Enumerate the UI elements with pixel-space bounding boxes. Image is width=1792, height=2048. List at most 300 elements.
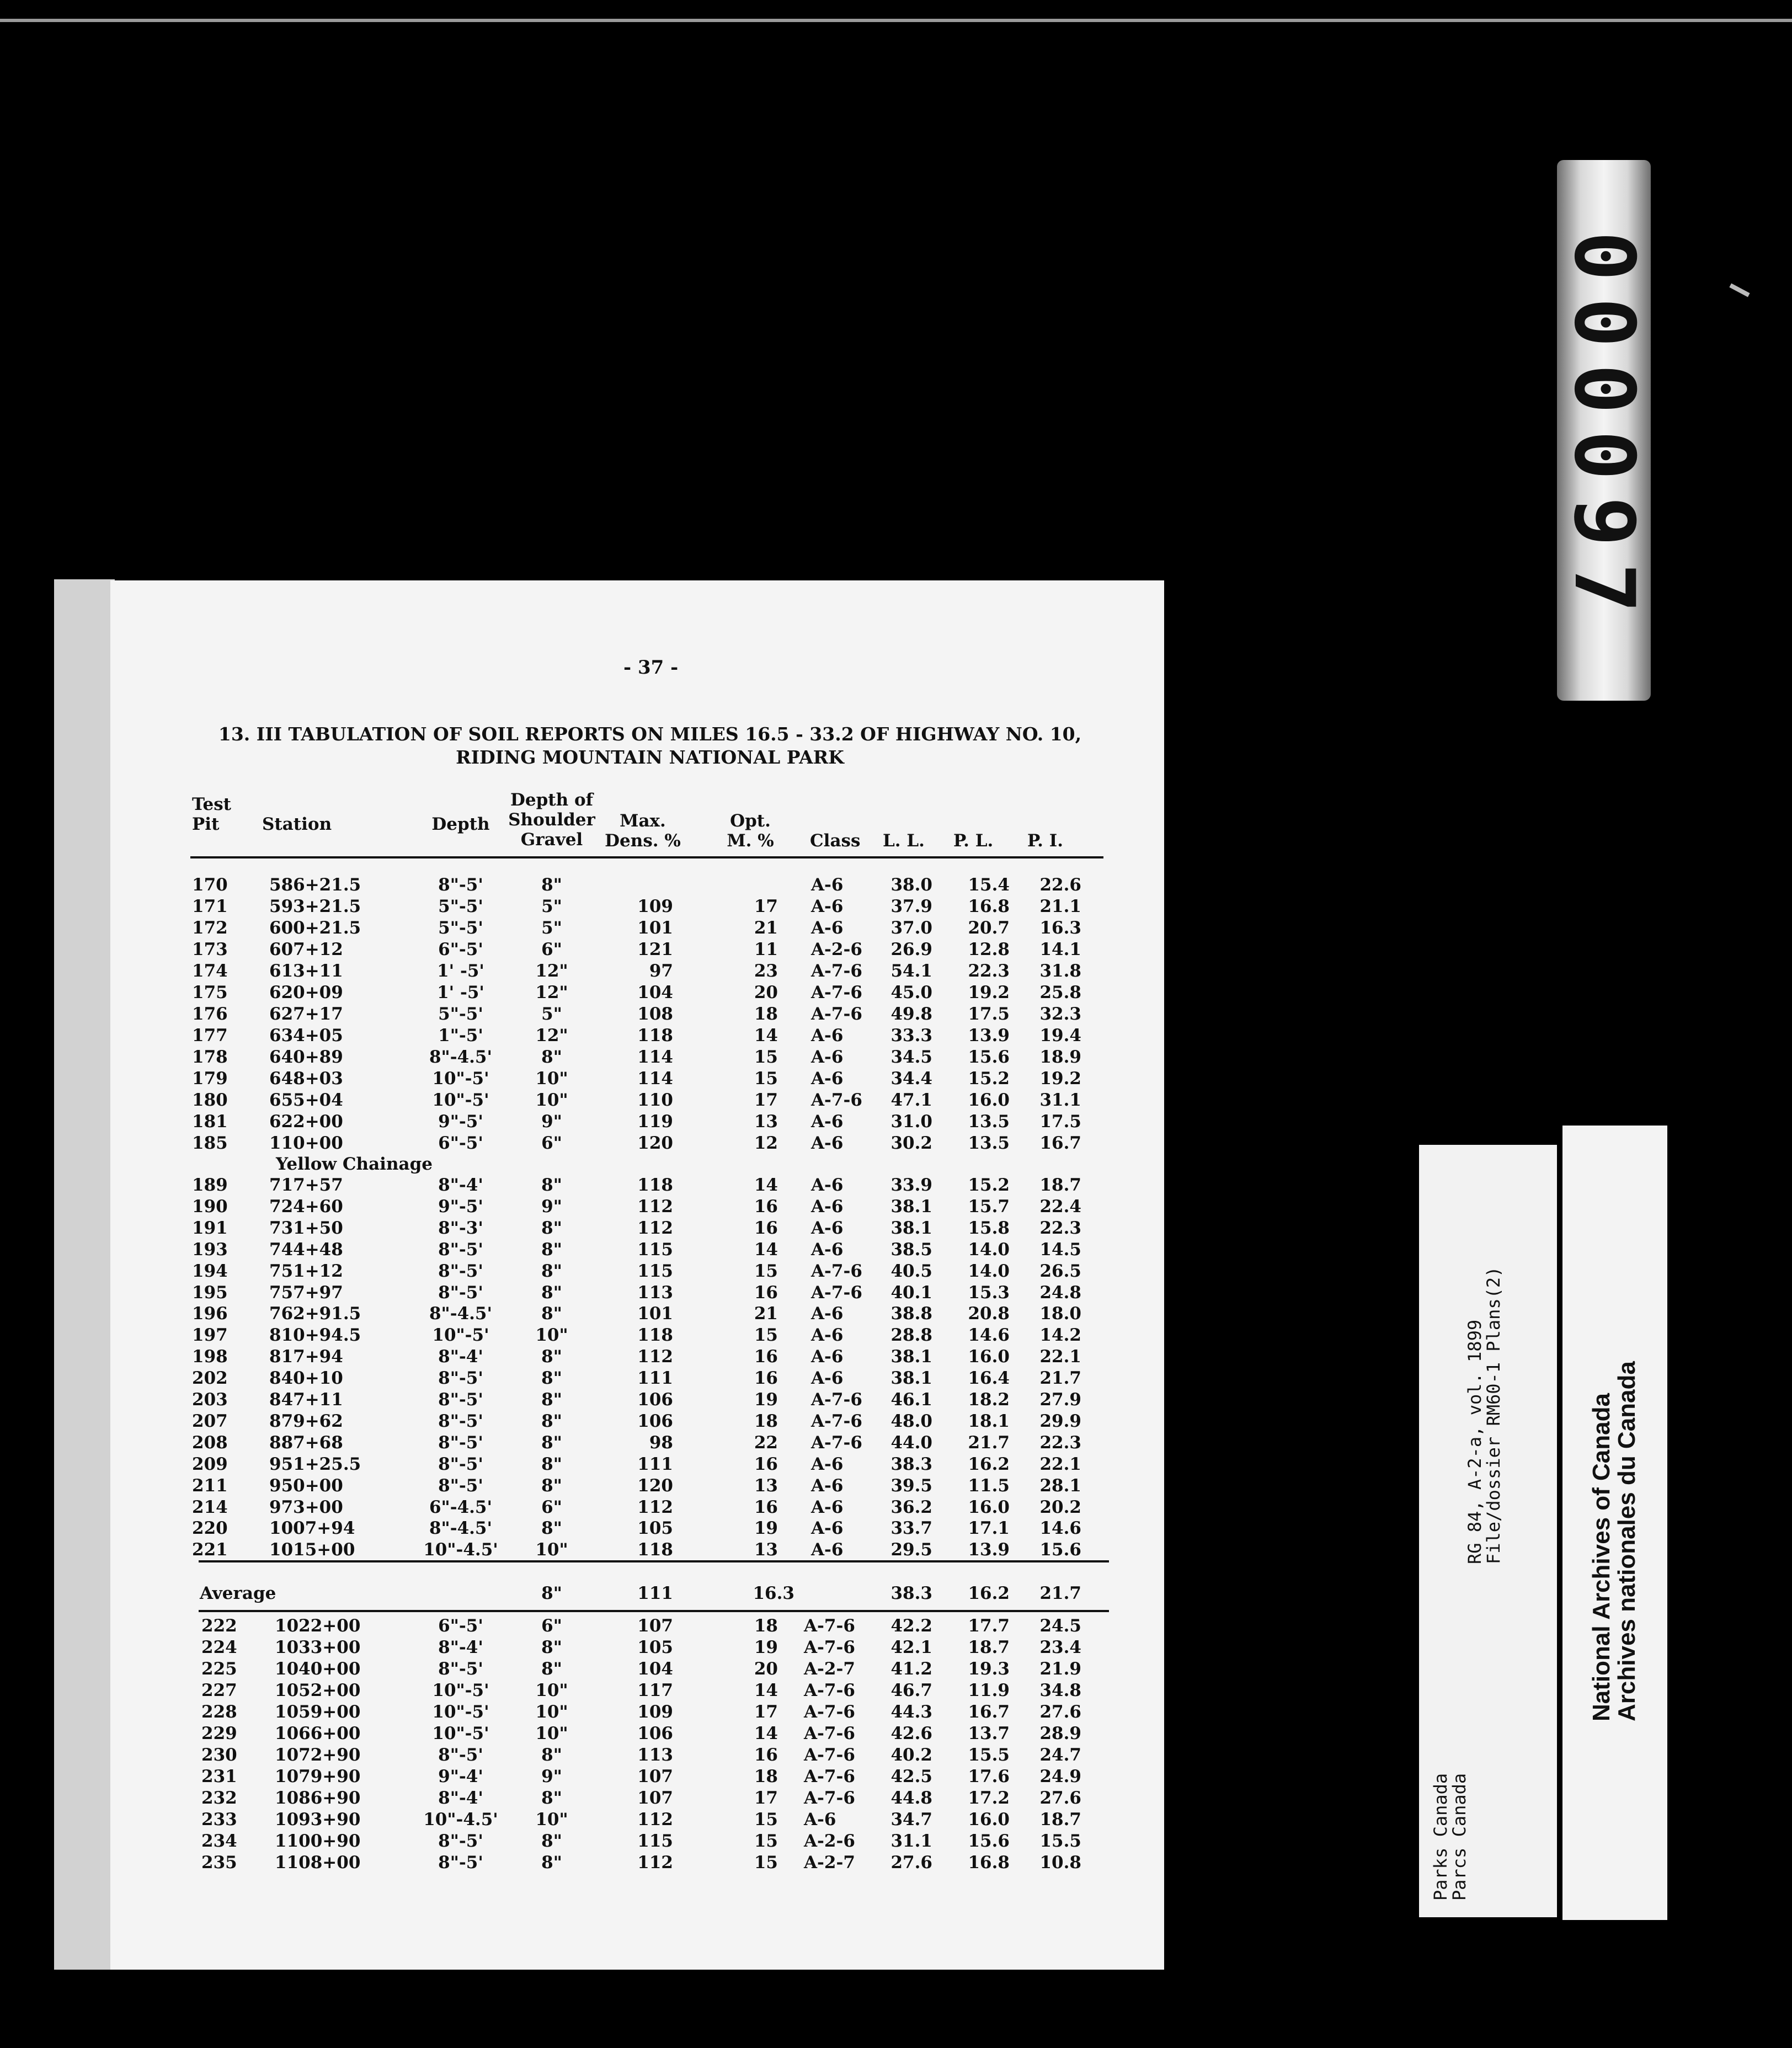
cell-ll: 42.1 xyxy=(890,1638,932,1657)
cell-pi: 31.8 xyxy=(1039,961,1081,981)
cell-shoulder: 6" xyxy=(541,1616,562,1636)
archives-label xyxy=(1562,1126,1667,1920)
cell-pit: 209 xyxy=(192,1454,228,1474)
cell-shoulder: 8" xyxy=(541,1175,562,1195)
cell-station: 620+09 xyxy=(269,983,343,1002)
cell-station: 887+68 xyxy=(269,1432,343,1453)
cell-opt: 23 xyxy=(754,961,778,981)
cell-shoulder: 8" xyxy=(541,1745,562,1765)
title-line-2: RIDING MOUNTAIN NATIONAL PARK xyxy=(456,746,844,768)
table-row xyxy=(110,1724,1164,1743)
table-row xyxy=(110,1810,1164,1830)
cell-ll: 26.9 xyxy=(890,940,932,959)
cell-class: A-7-6 xyxy=(804,1638,855,1657)
cell-opt: 13 xyxy=(754,1540,778,1560)
cell-ll: 37.9 xyxy=(890,897,932,916)
cell-class: A-7-6 xyxy=(811,1090,862,1110)
cell-pl: 15.4 xyxy=(968,875,1010,895)
cell-class: A-7-6 xyxy=(804,1616,855,1636)
cell-pl: 16.2 xyxy=(968,1454,1010,1474)
table-row xyxy=(110,1090,1164,1110)
cell-class: A-6 xyxy=(804,1810,836,1830)
cell-pit: 172 xyxy=(192,918,228,938)
cell-pl: 16.4 xyxy=(968,1368,1010,1389)
cell-shoulder: 8" xyxy=(541,1788,562,1808)
cell-class: A-7-6 xyxy=(804,1767,855,1786)
cell-class: A-7-6 xyxy=(804,1788,855,1808)
cell-depth: 1' -5' xyxy=(437,961,484,981)
spiral-binding xyxy=(54,579,115,1970)
parks-label-text: Parks Canada Parcs Canada xyxy=(1430,1773,1470,1901)
cell-pl: 15.6 xyxy=(968,1047,1010,1067)
cell-pi: 24.7 xyxy=(1039,1745,1081,1765)
cell-pi: 27.9 xyxy=(1039,1390,1081,1410)
table-row xyxy=(110,1069,1164,1089)
cell-shoulder: 8" xyxy=(541,1659,562,1679)
cell-pit: 207 xyxy=(192,1411,228,1431)
cell-pit: 179 xyxy=(192,1069,228,1089)
cell-pi: 22.6 xyxy=(1039,875,1081,895)
header-depth: Depth xyxy=(431,814,490,834)
cell-station: 1066+00 xyxy=(275,1724,361,1743)
cell-station: 973+00 xyxy=(269,1497,343,1517)
table-row xyxy=(110,897,1164,916)
cell-dens: 113 xyxy=(637,1282,673,1303)
cell-dens: 114 xyxy=(637,1047,673,1067)
cell-ll: 34.5 xyxy=(890,1047,932,1067)
cell-ll: 38.5 xyxy=(890,1239,932,1260)
cell-ll: 31.1 xyxy=(890,1831,932,1851)
cell-depth: 5"-5' xyxy=(438,1004,483,1024)
cell-class: A-6 xyxy=(811,1497,844,1517)
cell-depth: 10"-5' xyxy=(432,1702,489,1722)
cell-ll: 33.3 xyxy=(890,1026,932,1046)
cell-station: 1086+90 xyxy=(275,1788,361,1808)
cell-pit: 234 xyxy=(201,1831,237,1851)
cell-pl: 16.0 xyxy=(968,1090,1010,1110)
cell-pi: 25.8 xyxy=(1039,983,1081,1002)
cell-opt: 20 xyxy=(754,1659,778,1679)
table-row xyxy=(110,983,1164,1002)
document-page xyxy=(110,580,1164,1970)
cell-pl: 19.2 xyxy=(968,983,1010,1002)
cell-station: 1059+00 xyxy=(275,1702,361,1722)
cell-pit: 232 xyxy=(201,1788,237,1808)
cell-opt: 12 xyxy=(754,1133,778,1153)
cell-class: A-7-6 xyxy=(811,983,862,1002)
cell-dens: 97 xyxy=(649,961,673,981)
cell-depth: 8"-4' xyxy=(438,1347,483,1367)
cell-ll: 42.2 xyxy=(890,1616,932,1636)
cell-ll: 33.9 xyxy=(890,1175,932,1195)
cell-dens: 118 xyxy=(637,1175,673,1195)
cell-pit: 189 xyxy=(192,1175,228,1195)
table-row xyxy=(110,961,1164,981)
cell-shoulder: 8" xyxy=(541,1282,562,1303)
cell-station: 762+91.5 xyxy=(269,1304,361,1324)
cell-shoulder: 8" xyxy=(541,1518,562,1539)
cell-pi: 32.3 xyxy=(1039,1004,1081,1024)
cell-opt: 15 xyxy=(754,1853,778,1873)
cell-dens: 107 xyxy=(637,1788,673,1808)
cell-depth: 8"-5' xyxy=(438,1282,483,1303)
cell-opt: 16 xyxy=(754,1368,778,1389)
page-number: - 37 - xyxy=(623,657,679,679)
cell-class: A-6 xyxy=(811,1518,844,1539)
cell-pl: 14.6 xyxy=(968,1325,1010,1346)
cell-opt: 18 xyxy=(754,1004,778,1024)
cell-pl: 15.6 xyxy=(968,1831,1010,1851)
cell-pi: 18.9 xyxy=(1039,1047,1081,1067)
header-max-dens: Max. Dens. % xyxy=(605,811,681,851)
cell-pi: 21.7 xyxy=(1039,1368,1081,1389)
cell-pl: 17.2 xyxy=(968,1788,1010,1808)
cell-opt: 19 xyxy=(754,1390,778,1410)
cell-ll: 42.5 xyxy=(890,1767,932,1786)
cell-depth: 10"-4.5' xyxy=(423,1810,498,1830)
cell-shoulder: 12" xyxy=(535,983,568,1002)
cell-opt: 13 xyxy=(754,1475,778,1496)
cell-shoulder: 8" xyxy=(541,1853,562,1873)
cell-opt: 16 xyxy=(754,1497,778,1517)
table-row xyxy=(110,1681,1164,1700)
cell-pit: 233 xyxy=(201,1810,237,1830)
cell-pit: 228 xyxy=(201,1702,237,1722)
table-row xyxy=(110,875,1164,895)
cell-pi: 26.5 xyxy=(1039,1261,1081,1281)
cell-pi: 19.4 xyxy=(1039,1026,1081,1046)
cell-depth: 5"-5' xyxy=(438,918,483,938)
cell-depth: 6"-4.5' xyxy=(429,1497,492,1517)
table-row xyxy=(110,1638,1164,1657)
cell-pi: 27.6 xyxy=(1039,1788,1081,1808)
table-row xyxy=(110,1325,1164,1345)
cell-depth: 6"-5' xyxy=(438,1616,483,1636)
cell-station: 1040+00 xyxy=(275,1659,361,1679)
title-line-1: 13. III TABULATION OF SOIL REPORTS ON MILES 16.5 - 33.2 OF HIGHWAY NO. 10, xyxy=(218,723,1082,745)
cell-class: A-7-6 xyxy=(811,1282,862,1303)
cell-class: A-7-6 xyxy=(811,961,862,981)
cell-dens: 112 xyxy=(637,1810,673,1830)
table-row xyxy=(110,1788,1164,1808)
cell-shoulder: 10" xyxy=(535,1540,568,1560)
cell-dens: 115 xyxy=(637,1261,673,1281)
cell-station: 600+21.5 xyxy=(269,918,361,938)
cell-shoulder: 8" xyxy=(541,1218,562,1238)
cell-class: A-6 xyxy=(811,1026,844,1046)
cell-station: 1079+90 xyxy=(275,1767,361,1786)
cell-pi: 31.1 xyxy=(1039,1090,1081,1110)
table-row xyxy=(110,1433,1164,1453)
table-row xyxy=(110,1518,1164,1538)
cell-depth: 9"-5' xyxy=(438,1196,483,1217)
cell-pl: 18.1 xyxy=(968,1411,1010,1431)
cell-ll: 38.1 xyxy=(890,1368,932,1389)
cell-pit: 208 xyxy=(192,1432,228,1453)
cell-pl: 11.9 xyxy=(968,1681,1010,1700)
cell-depth: 8"-4' xyxy=(438,1788,483,1808)
table-row xyxy=(110,1047,1164,1067)
cell-shoulder: 12" xyxy=(535,961,568,981)
cell-dens: 112 xyxy=(637,1218,673,1238)
cell-shoulder: 9" xyxy=(541,1196,562,1217)
cell-station: 655+04 xyxy=(269,1090,343,1110)
frame-number: 000097 xyxy=(1556,231,1652,630)
rule-after-average xyxy=(199,1610,1109,1612)
cell-pl: 12.8 xyxy=(968,940,1010,959)
cell-ll: 38.3 xyxy=(890,1454,932,1474)
cell-pl: 17.5 xyxy=(968,1004,1010,1024)
table-row xyxy=(110,1368,1164,1388)
cell-depth: 5"-5' xyxy=(438,897,483,916)
cell-pi: 28.9 xyxy=(1039,1724,1081,1743)
cell-pl: 14.0 xyxy=(968,1261,1010,1281)
header-pl: P. L. xyxy=(953,831,994,851)
header-pi: P. I. xyxy=(1027,831,1064,851)
cell-class: A-6 xyxy=(811,1218,844,1238)
cell-station: 1022+00 xyxy=(275,1616,361,1636)
cell-pi: 28.1 xyxy=(1039,1475,1081,1496)
cell-pl: 16.0 xyxy=(968,1810,1010,1830)
cell-depth: 8"-5' xyxy=(438,1831,483,1851)
frame-counter-strip xyxy=(1557,160,1651,701)
cell-station: 810+94.5 xyxy=(269,1325,361,1346)
cell-pi: 16.3 xyxy=(1039,918,1081,938)
cell-station: 950+00 xyxy=(269,1475,343,1496)
cell-pi: 24.5 xyxy=(1039,1616,1081,1636)
cell-pl: 13.5 xyxy=(968,1133,1010,1153)
cell-pl: 21.7 xyxy=(968,1432,1010,1453)
header-rule xyxy=(190,856,1103,858)
cell-pi: 21.9 xyxy=(1039,1659,1081,1679)
cell-depth: 9"-5' xyxy=(438,1112,483,1132)
cell-station: 751+12 xyxy=(269,1261,343,1281)
cell-ll: 31.0 xyxy=(890,1112,932,1132)
cell-class: A-6 xyxy=(811,1133,844,1153)
cell-opt: 14 xyxy=(754,1681,778,1700)
cell-station: 717+57 xyxy=(269,1175,343,1195)
table-row xyxy=(110,1476,1164,1496)
cell-class: A-7-6 xyxy=(811,1432,862,1453)
cell-depth: 6"-5' xyxy=(438,1133,483,1153)
cell-dens: 101 xyxy=(637,918,673,938)
cell-class: A-6 xyxy=(811,897,844,916)
table-row xyxy=(110,1112,1164,1132)
cell-depth: 6"-5' xyxy=(438,940,483,959)
archives-label-text: National Archives of Canada Archives nationales du Canada xyxy=(1588,1361,1640,1721)
table-row xyxy=(110,1497,1164,1517)
cell-shoulder: 6" xyxy=(541,1497,562,1517)
table-row xyxy=(110,1304,1164,1324)
cell-pit: 203 xyxy=(192,1390,228,1410)
cell-pit: 230 xyxy=(201,1745,237,1765)
cell-pit: 178 xyxy=(192,1047,228,1067)
table-row xyxy=(110,1454,1164,1474)
cell-dens: 119 xyxy=(637,1112,673,1132)
cell-opt: 15 xyxy=(754,1047,778,1067)
cell-dens: 112 xyxy=(637,1347,673,1367)
cell-class: A-6 xyxy=(811,918,844,938)
cell-pi: 16.7 xyxy=(1039,1133,1081,1153)
cell-dens: 113 xyxy=(637,1745,673,1765)
cell-class: A-6 xyxy=(811,1196,844,1217)
cell-ll: 44.8 xyxy=(890,1788,932,1808)
cell-shoulder: 9" xyxy=(541,1767,562,1786)
cell-ll: 34.7 xyxy=(890,1810,932,1830)
cell-pi: 17.5 xyxy=(1039,1112,1081,1132)
cell-depth: 8"-5' xyxy=(438,1475,483,1496)
cell-class: A-6 xyxy=(811,1112,844,1132)
cell-pl: 18.2 xyxy=(968,1390,1010,1410)
cell-opt: 18 xyxy=(754,1767,778,1786)
cell-pit: 173 xyxy=(192,940,228,959)
cell-class: A-6 xyxy=(811,1347,844,1367)
cell-shoulder: 9" xyxy=(541,1112,562,1132)
cell-class: A-6 xyxy=(811,1304,844,1324)
cell-dens: 106 xyxy=(637,1724,673,1743)
cell-pi: 22.4 xyxy=(1039,1196,1081,1217)
cell-opt: 16 xyxy=(754,1282,778,1303)
cell-opt: 21 xyxy=(754,918,778,938)
cell-dens: 104 xyxy=(637,983,673,1002)
cell-station: 840+10 xyxy=(269,1368,343,1389)
cell-station: 879+62 xyxy=(269,1411,343,1431)
cell-depth: 8"-4.5' xyxy=(429,1047,492,1067)
cell-shoulder: 10" xyxy=(535,1810,568,1830)
cell-pi: 14.6 xyxy=(1039,1518,1081,1539)
table-row xyxy=(110,1261,1164,1281)
table-row xyxy=(110,1240,1164,1260)
cell-pl: 16.8 xyxy=(968,1853,1010,1873)
cell-pi: 22.1 xyxy=(1039,1347,1081,1367)
cell-opt: 14 xyxy=(754,1026,778,1046)
cell-depth: 8"-4' xyxy=(438,1175,483,1195)
cell-station: 1015+00 xyxy=(269,1540,355,1560)
cell-ll: 40.2 xyxy=(890,1745,932,1765)
cell-shoulder: 8" xyxy=(541,1347,562,1367)
cell-pit: 211 xyxy=(192,1475,228,1496)
cell-opt: 21 xyxy=(754,1304,778,1324)
cell-opt: 15 xyxy=(754,1261,778,1281)
cell-ll: 27.6 xyxy=(890,1853,932,1873)
cell-pi: 14.1 xyxy=(1039,940,1081,959)
cell-pit: 214 xyxy=(192,1497,228,1517)
cell-pl: 15.8 xyxy=(968,1218,1010,1238)
cell-dens: 106 xyxy=(637,1411,673,1431)
table-row xyxy=(110,1767,1164,1786)
cell-station: 1072+90 xyxy=(275,1745,361,1765)
cell-pit: 175 xyxy=(192,983,228,1002)
cell-pit: 181 xyxy=(192,1112,228,1132)
cell-pi: 14.5 xyxy=(1039,1239,1081,1260)
cell-ll: 41.2 xyxy=(890,1659,932,1679)
table-row xyxy=(110,1175,1164,1195)
cell-pl: 15.7 xyxy=(968,1196,1010,1217)
cell-ll: 29.5 xyxy=(890,1540,932,1560)
cell-shoulder: 10" xyxy=(535,1702,568,1722)
cell-ll: 39.5 xyxy=(890,1475,932,1496)
cell-shoulder: 8" xyxy=(541,1047,562,1067)
cell-shoulder: 8" xyxy=(541,1638,562,1657)
cell-shoulder: 10" xyxy=(535,1090,568,1110)
table-row xyxy=(110,1831,1164,1851)
cell-ll: 40.5 xyxy=(890,1261,932,1281)
cell-pit: 194 xyxy=(192,1261,228,1281)
cell-depth: 9"-4' xyxy=(438,1767,483,1786)
cell-pit: 197 xyxy=(192,1325,228,1346)
cell-pl: 13.7 xyxy=(968,1724,1010,1743)
cell-ll: 36.2 xyxy=(890,1497,932,1517)
cell-ll: 38.1 xyxy=(890,1218,932,1238)
cell-pl: 13.9 xyxy=(968,1540,1010,1560)
cell-opt: 16 xyxy=(754,1454,778,1474)
cell-pi: 18.0 xyxy=(1039,1304,1081,1324)
cell-shoulder: 12" xyxy=(535,1026,568,1046)
cell-ll: 38.1 xyxy=(890,1347,932,1367)
cell-pit: 171 xyxy=(192,897,228,916)
film-edge-rule xyxy=(0,19,1792,22)
cell-shoulder: 5" xyxy=(541,918,562,938)
cell-shoulder: 8" xyxy=(541,1831,562,1851)
cell-pi: 18.7 xyxy=(1039,1175,1081,1195)
cell-station: 1100+90 xyxy=(275,1831,361,1851)
cell-shoulder: 8" xyxy=(541,1304,562,1324)
cell-station: 627+17 xyxy=(269,1004,343,1024)
cell-class: A-6 xyxy=(811,1325,844,1346)
cell-class: A-6 xyxy=(811,1454,844,1474)
cell-shoulder: 10" xyxy=(535,1069,568,1089)
cell-ll: 30.2 xyxy=(890,1133,932,1153)
cell-pi: 14.2 xyxy=(1039,1325,1081,1346)
cell-ll: 54.1 xyxy=(890,961,932,981)
cell-ll: 42.6 xyxy=(890,1724,932,1743)
table-row xyxy=(110,1540,1164,1560)
cell-pi: 15.5 xyxy=(1039,1831,1081,1851)
cell-pl: 16.7 xyxy=(968,1702,1010,1722)
cell-opt: 14 xyxy=(754,1175,778,1195)
cell-opt: 18 xyxy=(754,1411,778,1431)
cell-depth: 8"-5' xyxy=(438,1432,483,1453)
cell-opt: 15 xyxy=(754,1325,778,1346)
cell-pl: 16.8 xyxy=(968,897,1010,916)
cell-pl: 11.5 xyxy=(968,1475,1010,1496)
cell-dens: 120 xyxy=(637,1133,673,1153)
cell-class: A-7-6 xyxy=(804,1724,855,1743)
cell-shoulder: 8" xyxy=(541,1261,562,1281)
film-scratch xyxy=(1729,284,1750,297)
cell-shoulder: 8" xyxy=(541,1454,562,1474)
cell-class: A-7-6 xyxy=(811,1004,862,1024)
table-row xyxy=(110,1004,1164,1024)
cell-class: A-6 xyxy=(811,1175,844,1195)
cell-pit: 220 xyxy=(192,1518,228,1539)
cell-shoulder: 8" xyxy=(541,1239,562,1260)
table-row xyxy=(110,1616,1164,1636)
header-shoulder-gravel: Depth of Shoulder Gravel xyxy=(508,790,595,850)
yellow-chainage-label: Yellow Chainage xyxy=(276,1154,433,1174)
cell-opt: 16 xyxy=(754,1196,778,1217)
cell-depth: 10"-5' xyxy=(432,1325,489,1346)
cell-pl: 13.9 xyxy=(968,1026,1010,1046)
cell-pit: 185 xyxy=(192,1133,228,1153)
cell-pi: 29.9 xyxy=(1039,1411,1081,1431)
cell-opt: 14 xyxy=(754,1239,778,1260)
cell-opt: 13 xyxy=(754,1112,778,1132)
cell-station: 724+60 xyxy=(269,1196,343,1217)
cell-pl: 13.5 xyxy=(968,1112,1010,1132)
cell-station: 640+89 xyxy=(269,1047,343,1067)
cell-shoulder: 8" xyxy=(541,1411,562,1431)
